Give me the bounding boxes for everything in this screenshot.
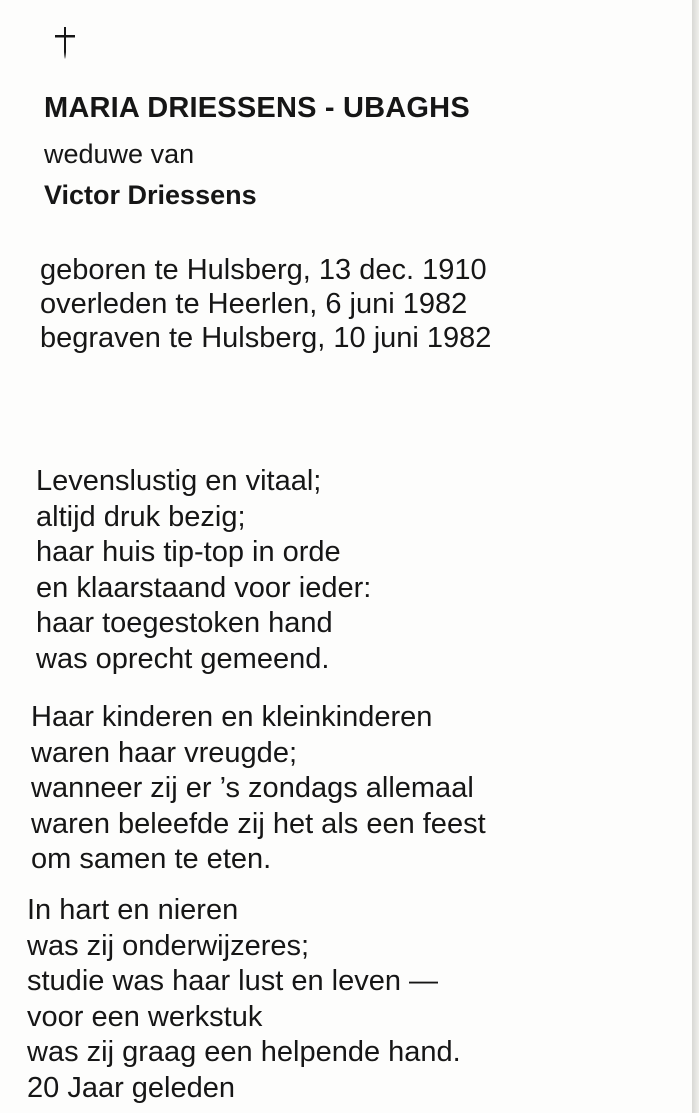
death-line: overleden te Heerlen, 6 juni 1982 — [40, 288, 468, 320]
poem-line: en klaarstaand voor ieder: — [36, 571, 372, 604]
poem-line: altijd druk bezig; — [36, 500, 246, 533]
poem-stanza-1 — [36, 464, 371, 677]
poem-line: wanneer zij er ’s zondags allemaal — [31, 772, 474, 804]
poem-stanza-2 — [31, 700, 486, 878]
poem-line: 20 Jaar geleden — [27, 1071, 235, 1104]
poem-stanza-3 — [27, 893, 461, 1106]
card-edge-shadow — [692, 0, 699, 1113]
poem-line: waren haar vreugde; — [31, 736, 297, 769]
poem-line: was zij graag een helpende hand. — [27, 1036, 461, 1068]
poem-line: In hart en nieren — [27, 894, 239, 926]
poem-line: voor een werkstuk — [27, 1000, 263, 1033]
poem-line: Haar kinderen en kleinkinderen — [31, 701, 433, 733]
spouse-name: Victor Driessens — [44, 180, 257, 210]
deceased-name: MARIA DRIESSENS - UBAGHS — [44, 92, 470, 124]
poem-line: Levenslustig en vitaal; — [36, 465, 322, 497]
poem-line: haar toegestoken hand — [36, 607, 333, 639]
burial-line: begraven te Hulsberg, 10 juni 1982 — [40, 322, 492, 354]
life-dates — [40, 253, 491, 355]
poem-line: haar huis tip-top in orde — [36, 536, 341, 568]
birth-line: geboren te Hulsberg, 13 dec. 1910 — [40, 254, 487, 286]
poem-line: studie was haar lust en leven — — [27, 965, 439, 997]
poem-line: waren beleefde zij het als een feest — [31, 807, 486, 840]
cross-icon — [53, 26, 77, 60]
poem-line: was zij onderwijzeres; — [27, 929, 310, 962]
poem-line: was oprecht gemeend. — [36, 642, 330, 675]
poem-line: om samen te eten. — [31, 843, 272, 875]
relation-text: weduwe van — [44, 139, 195, 169]
